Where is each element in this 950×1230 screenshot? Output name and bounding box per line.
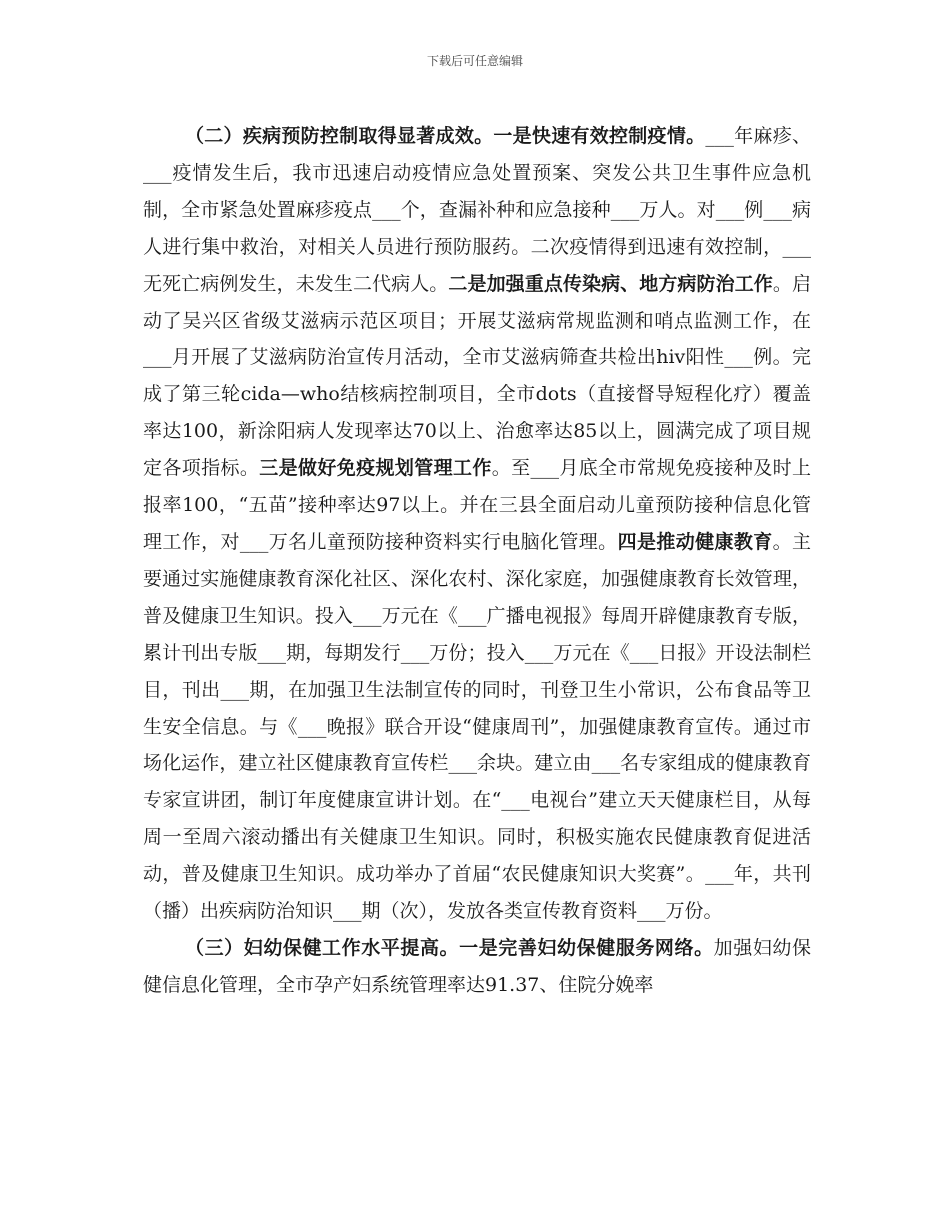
document-body — [143, 118, 811, 1004]
heading-maternal-child: （三）妇幼保健工作水平提高。一是完善妇幼保健服务网络。 — [185, 936, 714, 959]
page-header: 下载后可任意编辑 — [426, 54, 523, 68]
paragraph-maternal-child — [143, 930, 811, 1004]
text-maternal-child: 加强妇幼保健信息化管理，全市孕产妇系统管理率达91.37、住院分娩率 — [143, 936, 811, 996]
heading-disease-control: （二）疾病预防控制取得显著成效。一是快速有效控制疫情。 — [185, 125, 706, 147]
text-health-education: 。主要通过实施健康教育深化社区、深化农村、深化家庭，加强健康教育长效管理，普及健康卫生知识。投入___万元在《___广播电视报》每周开辟健康教育专版，累计刊出专版___期，每期发行___万份；投入___万元在《___日报》开设法制栏目，刊出___期，在加强卫生法制宣传的同时，刊登卫生小常识，公布食品等卫生安全信息。与《___晚报》联合开设“健康周刊”，加强健康教育宣传。通过市场化运作，建立社区健康教育宣传栏___余块。建立由___名专家组成的健康教育专家宣讲团，制订年度健康宣讲计划。在“___电视台”建立天天健康栏目，从每周一至周六滚动播出有关健康卫生知识。同时，积极实施农民健康教育促进活动，普及健康卫生知识。成功举办了首届“农民健康知识大奖赛”。___年，共刊（播）出疾病防治知识___期（次），发放各类宣传教育资料___万份。 — [143, 530, 811, 923]
paragraph-disease-control — [143, 118, 811, 930]
heading-health-education: 四是推动健康教育 — [617, 530, 773, 553]
text-immunization: 。至___月底全市常规免疫接种及时上报率100，“五苗”接种率达97以上。并在三县全面启动儿童预防接种信息化管理工作，对___万名儿童预防接种资料实行电脑化管理。 — [143, 457, 811, 553]
text-aids-tb-projects: 。启动了吴兴区省级艾滋病示范区项目；开展艾滋病常规监测和哨点监测工作，在___月开展了艾滋病防治宣传月活动，全市艾滋病筛查共检出hiv阳性___例。完成了第三轮cida—who结核病控制项目，全市dots（直接督导短程化疗）覆盖率达100，新涂阳病人发现率达70以上、治愈率达85以上，圆满完成了项目规定各项指标。 — [143, 272, 811, 480]
heading-infectious-disease: 二是加强重点传染病、地方病防治工作 — [448, 272, 773, 295]
heading-immunization: 三是做好免疫规划管理工作 — [259, 457, 492, 480]
text-measles-response: ___年麻疹、___疫情发生后，我市迅速启动疫情应急处置预案、突发公共卫生事件应急机制，全市紧急处置麻疹疫点___个，查漏补种和应急接种___万人。对___例___病人进行集中救治，对相关人员进行预防服药。二次疫情得到迅速有效控制，___无死亡病例发生，未发生二代病人。 — [143, 125, 811, 295]
